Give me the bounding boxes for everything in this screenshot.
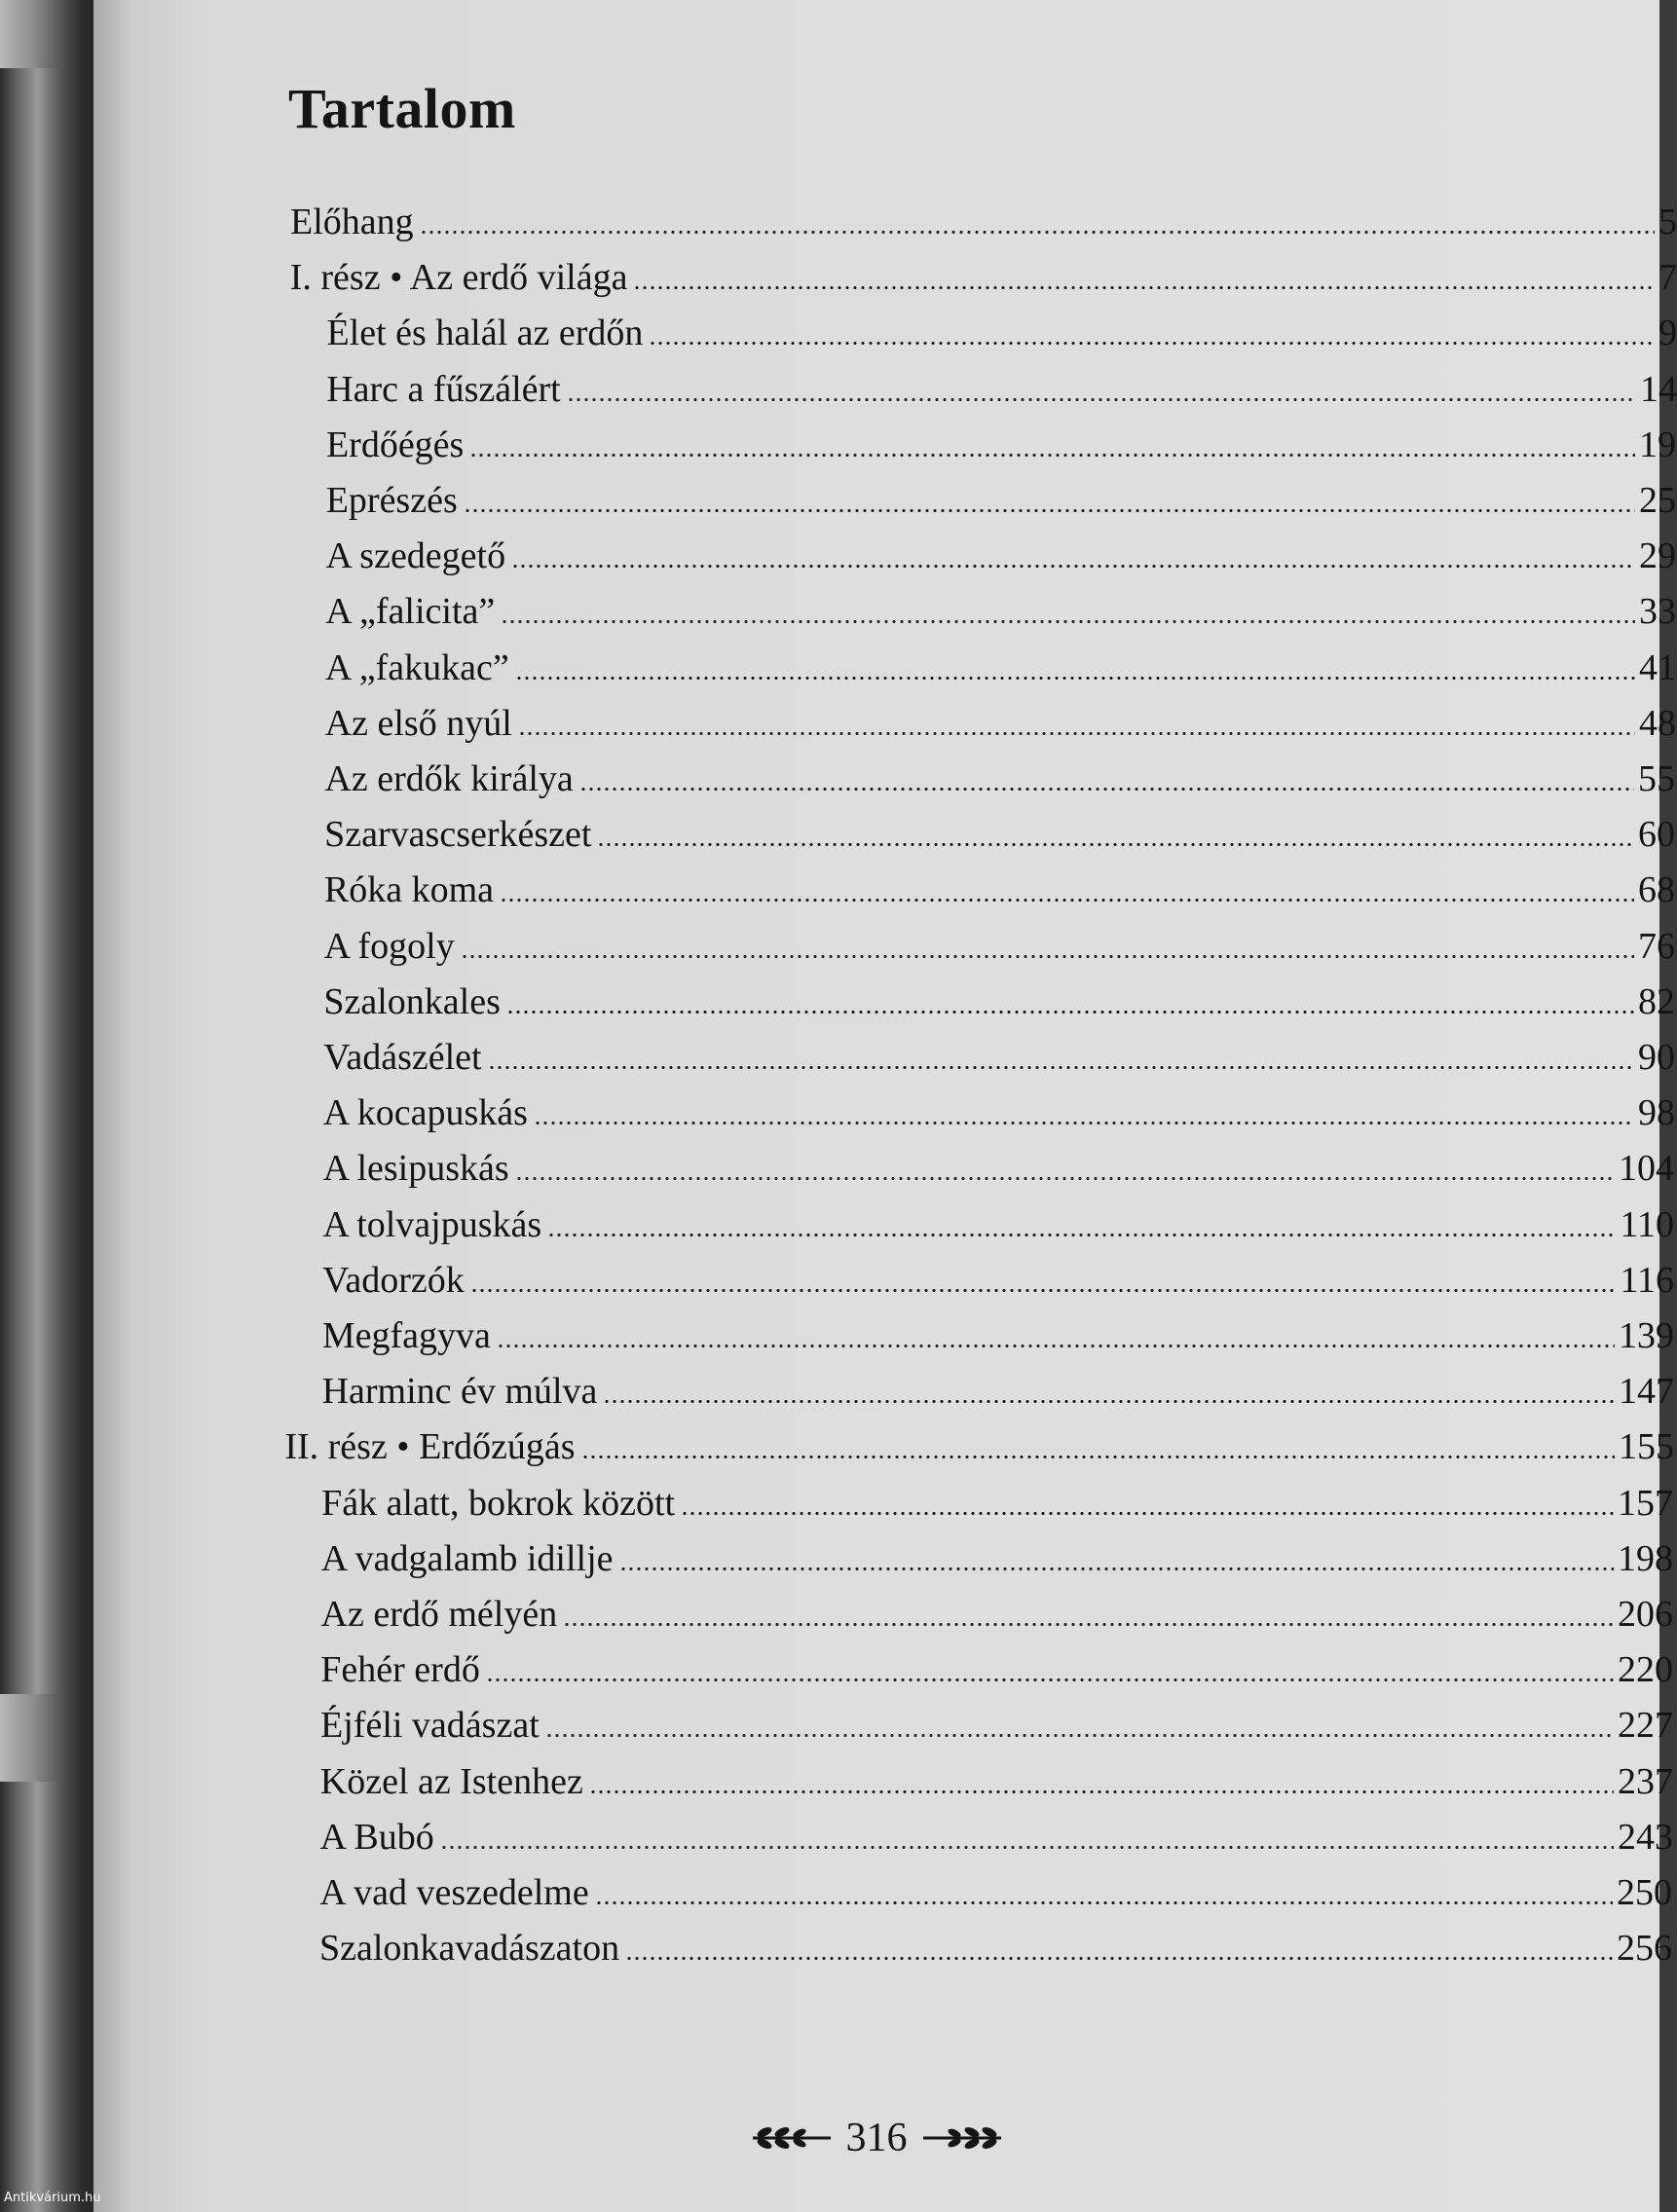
toc-entry-page: 116 <box>1620 1259 1674 1301</box>
toc-entry-title: Fehér erdő <box>320 1649 480 1691</box>
dot-leader <box>461 955 1634 958</box>
toc-entry <box>325 584 1676 633</box>
toc-entry-page: 198 <box>1617 1537 1673 1579</box>
toc-entry-title: A lesipuskás <box>322 1148 509 1190</box>
toc-entry <box>326 306 1677 354</box>
toc-entry-page: 206 <box>1617 1594 1673 1635</box>
toc-entry-title: A „fakukac” <box>324 646 509 688</box>
toc-entry-page: 14 <box>1639 368 1677 410</box>
toc-entry-title: Szalonkales <box>323 980 501 1022</box>
toc-entry <box>319 1921 1672 1970</box>
spine-edge-highlight <box>0 1694 58 1782</box>
toc-entry-page: 41 <box>1638 646 1676 688</box>
toc-entry-title: A kocapuskás <box>322 1092 528 1134</box>
dot-leader <box>547 1234 1616 1236</box>
toc-entry <box>320 1642 1673 1691</box>
dot-leader <box>469 454 1635 457</box>
dot-leader <box>486 1678 1614 1681</box>
toc-entry-title: A vadgalamb idillje <box>320 1537 614 1579</box>
toc-entry <box>324 863 1675 911</box>
page-number: 316 <box>845 2116 908 2160</box>
toc-entry <box>323 1030 1675 1079</box>
toc-entry <box>325 696 1676 745</box>
spine-edge-highlight <box>0 0 58 68</box>
toc-entry-page: 33 <box>1638 591 1676 633</box>
dot-leader <box>518 732 1635 735</box>
toc-entry-page: 5 <box>1658 202 1677 242</box>
toc-entry <box>322 1309 1674 1357</box>
toc-entry-page: 104 <box>1618 1148 1674 1190</box>
toc-entry <box>326 362 1677 411</box>
leaf-ornament-left-icon <box>751 2124 833 2152</box>
book-spine <box>0 0 107 2212</box>
toc-entry <box>325 529 1676 577</box>
toc-entry-title: Közel az Istenhez <box>319 1760 583 1802</box>
toc-entry <box>320 1810 1673 1859</box>
toc-entry-title: Az első nyúl <box>324 702 512 744</box>
toc-entry-page: 90 <box>1637 1037 1675 1078</box>
toc-entry <box>326 473 1676 522</box>
toc-entry <box>320 1698 1673 1747</box>
toc-entry-page: 82 <box>1637 980 1675 1022</box>
toc-entry-page: 25 <box>1638 480 1676 521</box>
toc-entry <box>320 1754 1673 1803</box>
toc-entry-page: 110 <box>1620 1203 1674 1245</box>
toc-entry <box>290 250 1677 299</box>
dot-leader <box>500 899 1634 902</box>
dot-leader <box>515 677 1635 680</box>
toc-entry-title: Előhang <box>290 202 414 242</box>
toc-entry <box>322 1198 1674 1246</box>
toc-entry <box>321 1531 1673 1580</box>
toc-entry-title: Éjféli vadászat <box>320 1705 540 1747</box>
toc-entry-title: Szalonkavadászaton <box>319 1928 620 1970</box>
dot-leader <box>597 843 1634 846</box>
toc-entry-page: 256 <box>1617 1928 1672 1970</box>
toc-entry-title: A „falicita” <box>325 591 496 633</box>
dot-leader <box>579 788 1634 791</box>
dot-leader <box>625 1957 1613 1960</box>
toc-entry-title: A szedegető <box>325 535 506 577</box>
toc-entry <box>322 1253 1674 1302</box>
dot-leader <box>619 1567 1614 1570</box>
book-page <box>93 0 1677 2212</box>
dot-leader <box>497 1345 1615 1347</box>
toc-entry-page: 48 <box>1638 702 1676 744</box>
toc-entry <box>290 195 1677 243</box>
dot-leader <box>440 1846 1614 1849</box>
toc-entry-title: Az erdő mélyén <box>320 1594 558 1635</box>
toc-entry-title: A fogoly <box>323 925 455 967</box>
dot-leader <box>501 620 1635 623</box>
toc-entry-title: Vadorzók <box>322 1259 465 1301</box>
toc-entry-page: 250 <box>1616 1872 1672 1913</box>
toc-entry-page: 243 <box>1617 1816 1673 1858</box>
toc-entry-title: Vadászélet <box>323 1037 482 1078</box>
dot-leader <box>563 1623 1614 1626</box>
dot-leader <box>567 398 1636 401</box>
toc-entry-title: A vad veszedelme <box>319 1872 589 1913</box>
dot-leader <box>515 1177 1615 1180</box>
page-title: Tartalom <box>288 77 516 140</box>
dot-leader <box>420 231 1655 234</box>
toc-entry-title: A tolvajpuskás <box>322 1203 542 1245</box>
toc-entry-page: 139 <box>1618 1315 1674 1356</box>
toc-entry-page: 55 <box>1637 758 1675 799</box>
dot-leader <box>603 1400 1615 1403</box>
toc-entry-page: 157 <box>1617 1482 1673 1524</box>
leaf-ornament-right-icon <box>921 2124 1003 2152</box>
toc-entry <box>284 1419 1674 1468</box>
toc-entry-title: Harc a fűszálért <box>326 368 561 410</box>
dot-leader <box>595 1901 1613 1904</box>
toc-entry-title: II. rész • Erdőzúgás <box>284 1426 576 1468</box>
dot-leader <box>545 1734 1614 1737</box>
toc-entry <box>321 1476 1673 1525</box>
dot-leader <box>681 1512 1614 1515</box>
toc-entry-title: I. rész • Az erdő világa <box>289 257 628 299</box>
toc-entry-title: A Bubó <box>319 1816 434 1858</box>
toc-entry <box>319 1865 1672 1914</box>
toc-entry-title: Az erdők királya <box>324 758 574 799</box>
dot-leader <box>488 1066 1634 1069</box>
toc-entry <box>324 807 1675 856</box>
toc-entry <box>321 1587 1673 1636</box>
watermark: Antikvárium.hu <box>4 2191 101 2205</box>
toc-entry-title: Róka koma <box>323 869 495 911</box>
toc-entry-page: 19 <box>1638 424 1676 465</box>
toc-entry <box>323 1141 1674 1190</box>
toc-entry-page: 68 <box>1637 869 1675 911</box>
toc-entry-page: 155 <box>1618 1426 1674 1468</box>
toc-entry <box>323 975 1675 1023</box>
dot-leader <box>633 286 1655 289</box>
toc-entry-title: Eprészés <box>325 480 458 521</box>
toc-entry-title: Fák alatt, bokrok között <box>321 1482 676 1524</box>
toc-entry-title: Szarvascserkészet <box>324 814 592 856</box>
toc-entry <box>324 919 1675 968</box>
toc-entry-page: 227 <box>1617 1705 1673 1747</box>
toc-entry-title: Megfagyva <box>321 1315 491 1356</box>
dot-leader <box>589 1790 1614 1793</box>
toc-entry <box>322 1364 1674 1413</box>
dot-leader <box>649 342 1655 345</box>
toc-entry-page: 147 <box>1618 1371 1674 1413</box>
toc-entry-page: 76 <box>1637 925 1675 967</box>
toc-entry <box>323 1086 1675 1134</box>
dot-leader <box>506 1011 1634 1014</box>
toc-entry-page: 9 <box>1658 313 1677 354</box>
toc-entry <box>325 641 1676 689</box>
toc-entry-page: 237 <box>1617 1760 1673 1802</box>
toc-entry <box>324 752 1675 800</box>
toc-entry-page: 7 <box>1658 257 1677 299</box>
toc-entry-title: Harminc év múlva <box>321 1371 598 1413</box>
dot-leader <box>581 1456 1615 1458</box>
dot-leader <box>534 1122 1634 1124</box>
toc-entry-page: 60 <box>1637 814 1675 856</box>
toc-entry-title: Erdőégés <box>325 424 465 465</box>
toc-entry-page: 220 <box>1617 1649 1673 1691</box>
dot-leader <box>511 565 1635 568</box>
page-footer <box>93 2115 1659 2161</box>
toc-entry <box>326 418 1676 466</box>
dot-leader <box>470 1289 1617 1292</box>
toc-entry-page: 29 <box>1638 535 1676 577</box>
toc-entry-title: Élet és halál az erdőn <box>326 313 644 354</box>
dot-leader <box>464 509 1635 512</box>
toc-entry-page: 98 <box>1637 1092 1675 1134</box>
